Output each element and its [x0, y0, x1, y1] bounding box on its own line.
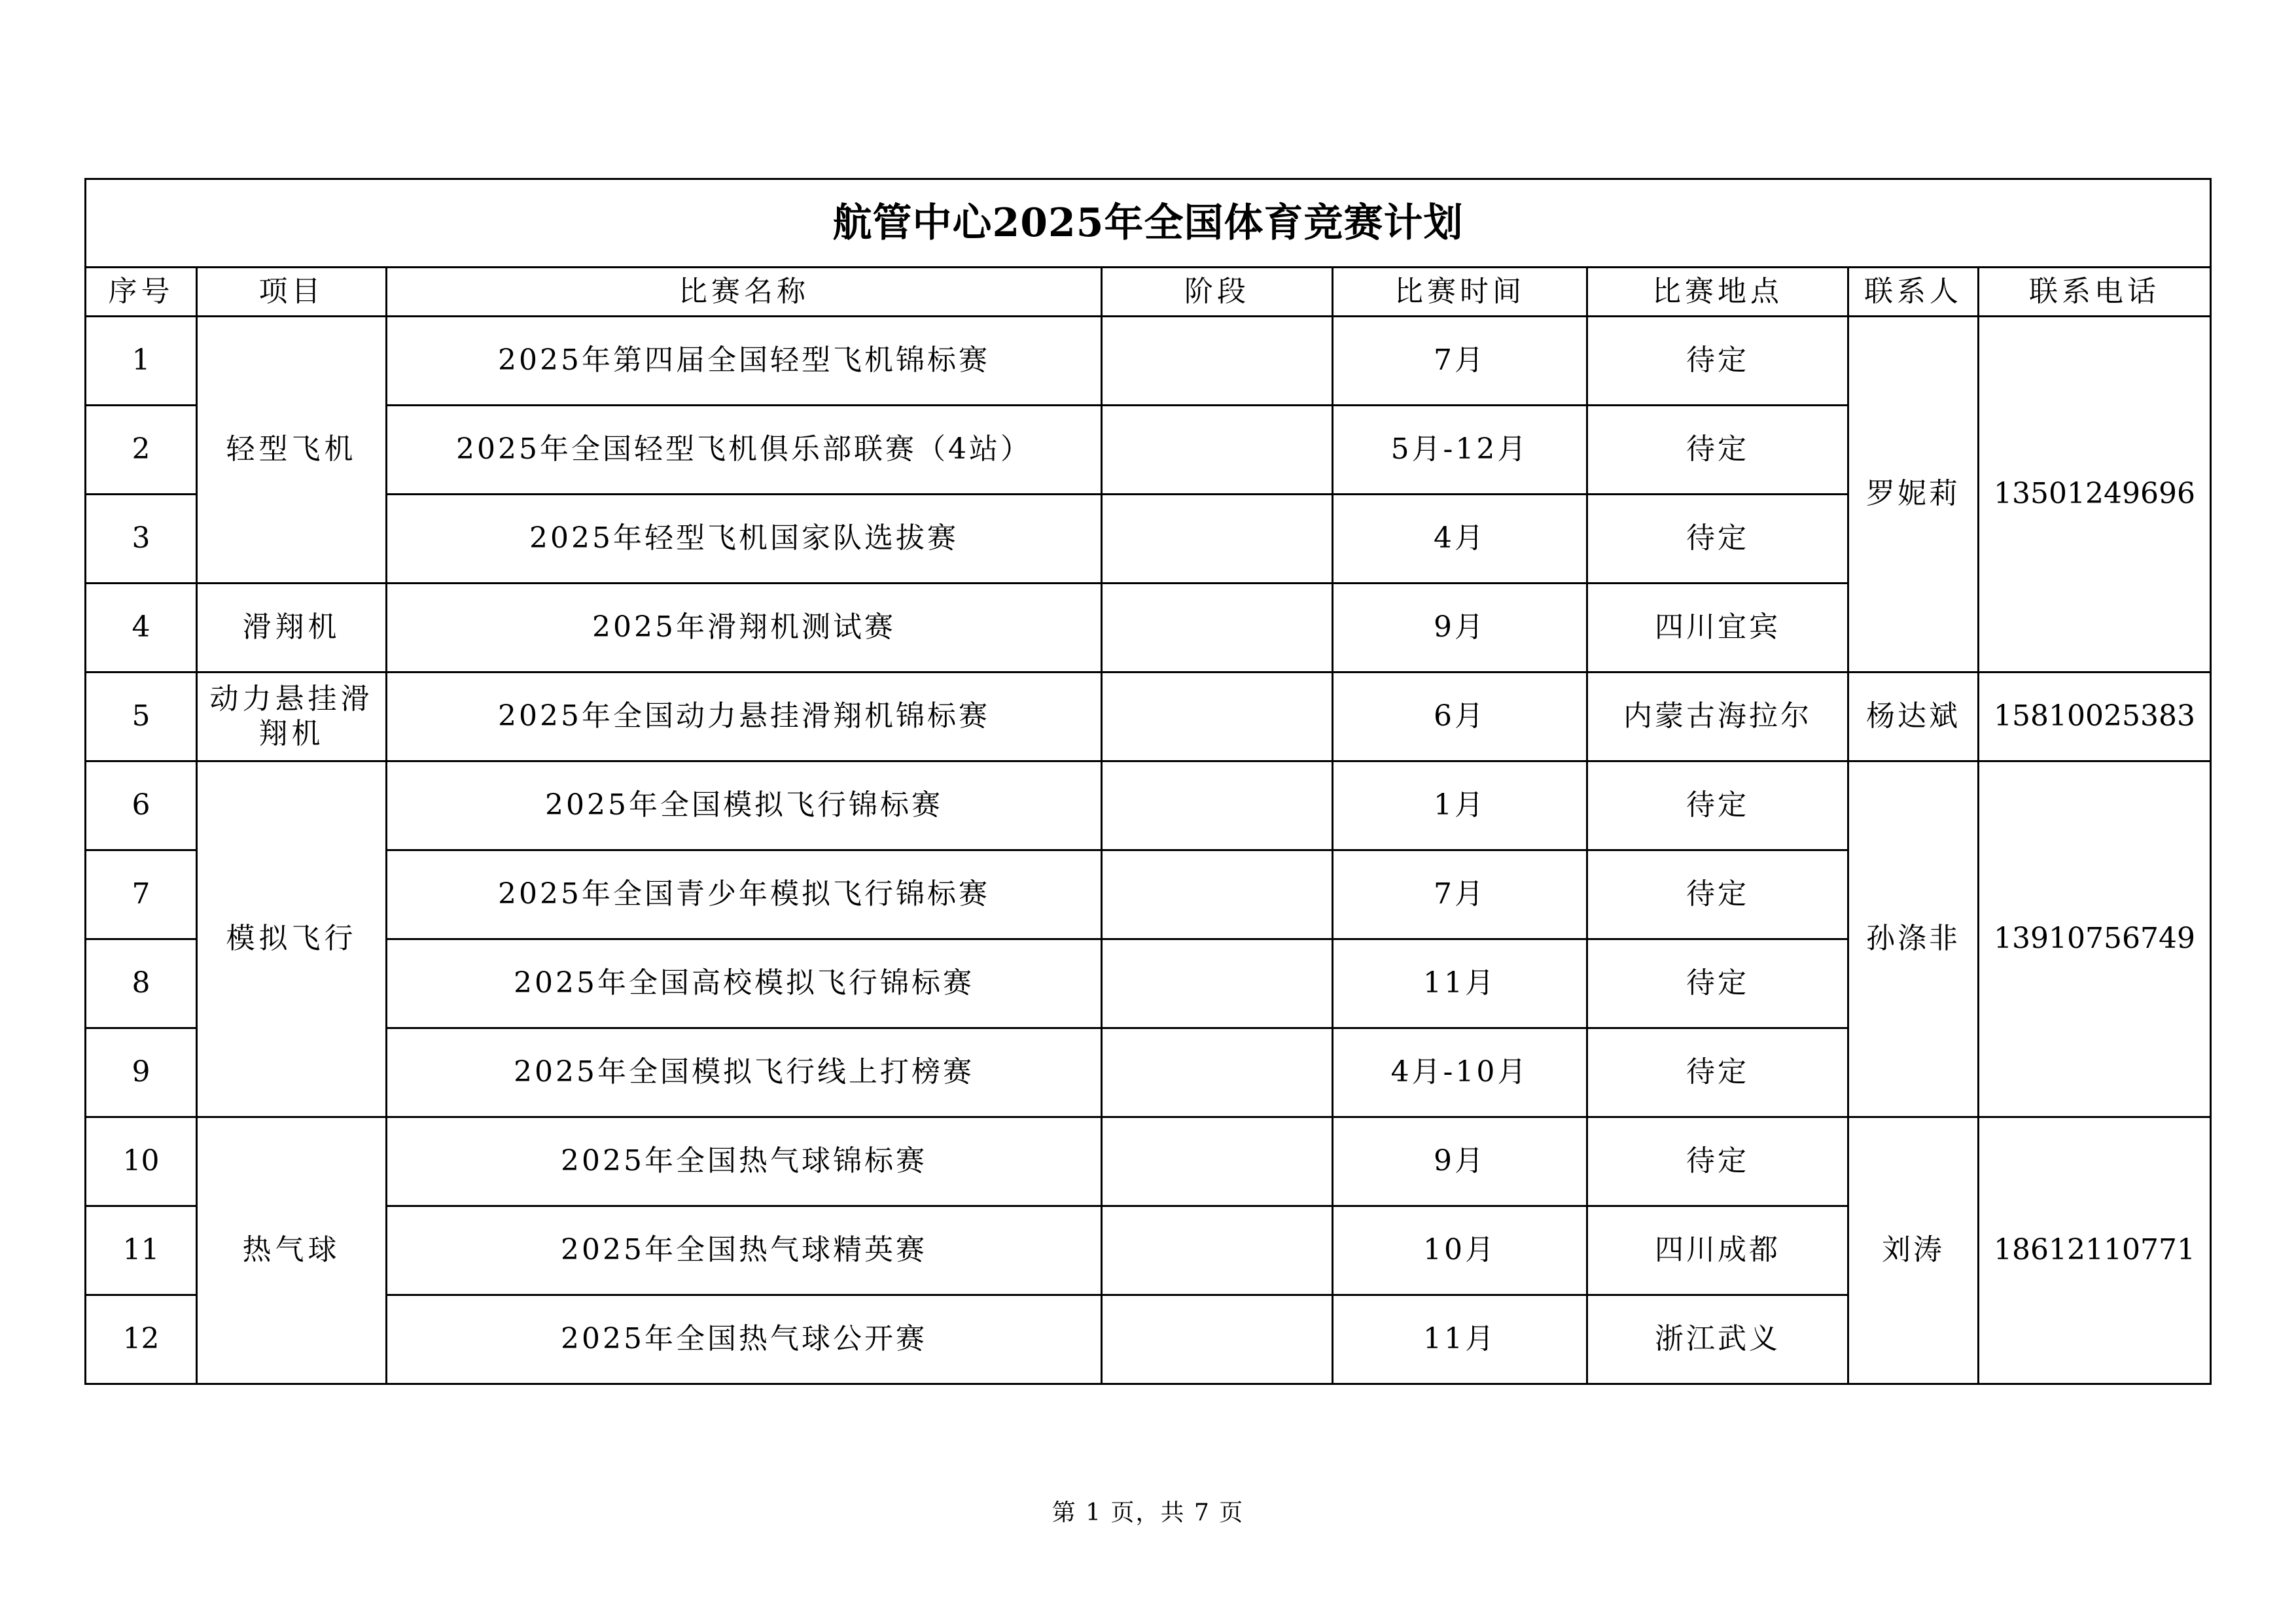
contact-phone: 15810025383 — [1979, 672, 2211, 761]
row-seq: 11 — [86, 1206, 197, 1295]
time-cell: 7月 — [1333, 850, 1587, 939]
location-cell: 待定 — [1587, 939, 1848, 1028]
competition-name: 2025年第四届全国轻型飞机锦标赛 — [387, 317, 1102, 406]
competition-name: 2025年全国轻型飞机俱乐部联赛（4站） — [387, 406, 1102, 495]
time-cell: 10月 — [1333, 1206, 1587, 1295]
location-cell: 待定 — [1587, 1117, 1848, 1206]
location-cell: 四川宜宾 — [1587, 584, 1848, 672]
row-seq: 7 — [86, 850, 197, 939]
time-cell: 11月 — [1333, 939, 1587, 1028]
competition-name: 2025年全国模拟飞行锦标赛 — [387, 761, 1102, 850]
stage-cell — [1102, 761, 1333, 850]
competition-name: 2025年全国热气球精英赛 — [387, 1206, 1102, 1295]
category-cell: 热气球 — [197, 1117, 387, 1384]
table-row — [86, 317, 2211, 406]
location-cell: 待定 — [1587, 1028, 1848, 1117]
stage-cell — [1102, 406, 1333, 495]
row-seq: 1 — [86, 317, 197, 406]
time-cell: 7月 — [1333, 317, 1587, 406]
competition-name: 2025年滑翔机测试赛 — [387, 584, 1102, 672]
competition-plan-table — [84, 178, 2212, 1385]
contact-phone: 18612110771 — [1979, 1117, 2211, 1384]
row-seq: 4 — [86, 584, 197, 672]
time-cell: 1月 — [1333, 761, 1587, 850]
table-row — [86, 672, 2211, 761]
table-title: 航管中心2025年全国体育竞赛计划 — [86, 179, 2211, 268]
competition-name: 2025年轻型飞机国家队选拔赛 — [387, 495, 1102, 584]
time-cell: 9月 — [1333, 584, 1587, 672]
column-header-contact: 联系人 — [1848, 268, 1979, 317]
stage-cell — [1102, 317, 1333, 406]
stage-cell — [1102, 939, 1333, 1028]
page-footer: 第 1 页，共 7 页 — [1051, 1499, 1245, 1526]
row-seq: 2 — [86, 406, 197, 495]
competition-plan-sheet — [84, 178, 2210, 1385]
time-cell: 9月 — [1333, 1117, 1587, 1206]
column-header-location: 比赛地点 — [1587, 268, 1848, 317]
time-cell: 6月 — [1333, 672, 1587, 761]
stage-cell — [1102, 850, 1333, 939]
column-header-stage: 阶段 — [1102, 268, 1333, 317]
row-seq: 8 — [86, 939, 197, 1028]
location-cell: 待定 — [1587, 317, 1848, 406]
stage-cell — [1102, 1295, 1333, 1384]
row-seq: 10 — [86, 1117, 197, 1206]
contact-name: 刘涛 — [1848, 1117, 1979, 1384]
time-cell: 4月-10月 — [1333, 1028, 1587, 1117]
contact-name: 杨达斌 — [1848, 672, 1979, 761]
contact-phone: 13501249696 — [1979, 317, 2211, 672]
location-cell: 待定 — [1587, 495, 1848, 584]
stage-cell — [1102, 584, 1333, 672]
competition-name: 2025年全国高校模拟飞行锦标赛 — [387, 939, 1102, 1028]
time-cell: 11月 — [1333, 1295, 1587, 1384]
table-row — [86, 761, 2211, 850]
row-seq: 12 — [86, 1295, 197, 1384]
row-seq: 5 — [86, 672, 197, 761]
category-cell: 滑翔机 — [197, 584, 387, 672]
competition-name: 2025年全国青少年模拟飞行锦标赛 — [387, 850, 1102, 939]
location-cell: 待定 — [1587, 850, 1848, 939]
stage-cell — [1102, 495, 1333, 584]
category-cell: 轻型飞机 — [197, 317, 387, 584]
stage-cell — [1102, 1117, 1333, 1206]
row-seq: 6 — [86, 761, 197, 850]
column-header-name: 比赛名称 — [387, 268, 1102, 317]
row-seq: 9 — [86, 1028, 197, 1117]
contact-phone: 13910756749 — [1979, 761, 2211, 1117]
location-cell: 四川成都 — [1587, 1206, 1848, 1295]
time-cell: 5月-12月 — [1333, 406, 1587, 495]
column-header-time: 比赛时间 — [1333, 268, 1587, 317]
table-row — [86, 1117, 2211, 1206]
column-header-phone: 联系电话 — [1979, 268, 2211, 317]
contact-name: 罗妮莉 — [1848, 317, 1979, 672]
location-cell: 待定 — [1587, 406, 1848, 495]
location-cell: 浙江武义 — [1587, 1295, 1848, 1384]
contact-name: 孙涤非 — [1848, 761, 1979, 1117]
location-cell: 内蒙古海拉尔 — [1587, 672, 1848, 761]
column-header-category: 项目 — [197, 268, 387, 317]
competition-name: 2025年全国模拟飞行线上打榜赛 — [387, 1028, 1102, 1117]
header-row — [86, 268, 2211, 317]
column-header-seq: 序号 — [86, 268, 197, 317]
competition-name: 2025年全国动力悬挂滑翔机锦标赛 — [387, 672, 1102, 761]
competition-name: 2025年全国热气球锦标赛 — [387, 1117, 1102, 1206]
time-cell: 4月 — [1333, 495, 1587, 584]
location-cell: 待定 — [1587, 761, 1848, 850]
category-cell: 模拟飞行 — [197, 761, 387, 1117]
stage-cell — [1102, 672, 1333, 761]
row-seq: 3 — [86, 495, 197, 584]
category-cell: 动力悬挂滑翔机 — [197, 672, 387, 761]
stage-cell — [1102, 1028, 1333, 1117]
competition-name: 2025年全国热气球公开赛 — [387, 1295, 1102, 1384]
stage-cell — [1102, 1206, 1333, 1295]
